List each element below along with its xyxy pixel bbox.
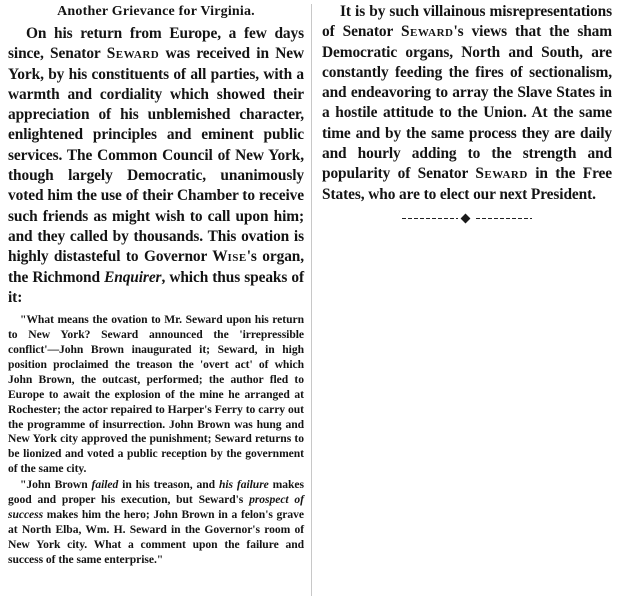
quote2-text-4: makes him the hero; John Brown in a felon's grave at North Elba, Wm. H. Seward in the Governor's room of New York city. What a comment upon the failure and success of the same enterprise."	[8, 507, 304, 566]
ornament-diamond-icon	[461, 214, 471, 224]
ornament-dash-left	[402, 218, 458, 220]
left-column	[8, 0, 304, 568]
seward-name-1: Seward	[400, 23, 454, 41]
wise-name-rest: ise	[227, 248, 247, 266]
quote2-text-2: in his treason, and	[118, 478, 219, 492]
closing-text-2: 's views that the sham Democratic organs, North and South, are constantly feeding the fires of sectionalism, and endeavoring to array the Slave States in a hostile attitude to the Union. At the same time and by the same process they are daily and hourly adding to the strength and popularity of Senator	[322, 23, 612, 183]
intro-text-2: was received in New York, by his constituents of all parties, with a warmth and cordiality which showed their appreciation of his unblemished character, enlightened principles and eminent public services. The Common Council of New York, though largely Democratic, unanimously voted him the use of their Chamber to receive such friends as might wish to call upon him; and they called by thousands. This ovation is highly distasteful to Governor	[8, 45, 304, 266]
quote2-text-3: makes good and proper his execution, but Seward's	[8, 478, 304, 507]
quote-paragraph-1: "What means the ovation to Mr. Seward upon his return to New York? Seward announced the 'irrepressible conflict'—John Brown inaugurated it; Seward, in high position proclaimed the treason the 'overt act' of which John Brown, the outcast, performed; the author fled to Europe to await the explosion of the mine he arranged at Rochester; the actor repaired to Harper's Ferry to carry out the programme of insurrection. John Brown was hung and New York city approved the punishment; Seward returns to be lionized and voted a public reception by the government of the same city.	[8, 313, 304, 476]
seward-name-2: Seward	[475, 165, 528, 183]
column-divider	[311, 4, 312, 596]
ornament-dash-right	[476, 218, 532, 220]
right-column	[322, 0, 612, 223]
quote-paragraph-2	[8, 478, 304, 567]
closing-paragraph	[322, 2, 612, 205]
article-headline: Another Grievance for Virginia.	[57, 4, 255, 19]
intro-paragraph	[8, 24, 304, 308]
closing-text-1: It is by such villainous misrepresentations of Senator	[322, 3, 612, 41]
intro-text-1: On his return from Europe, a few days since, Senator	[8, 25, 304, 63]
intro-text-4: , which thus speaks of it:	[8, 268, 305, 306]
quote2-text-1: "John Brown	[20, 478, 92, 492]
intro-text-3: 's organ, the Richmond	[8, 248, 304, 286]
seward-name: Seward	[106, 45, 160, 63]
enquirer-name: Enquirer	[104, 268, 162, 286]
failed-word: failed	[91, 478, 119, 492]
his-failure-phrase: his failure	[218, 478, 269, 492]
prospect-phrase: prospect of success	[8, 493, 304, 521]
end-of-article-ornament	[402, 215, 532, 223]
closing-text-3: in the Free States, who are to elect our next President.	[322, 165, 612, 203]
wise-initial: W	[212, 248, 228, 266]
